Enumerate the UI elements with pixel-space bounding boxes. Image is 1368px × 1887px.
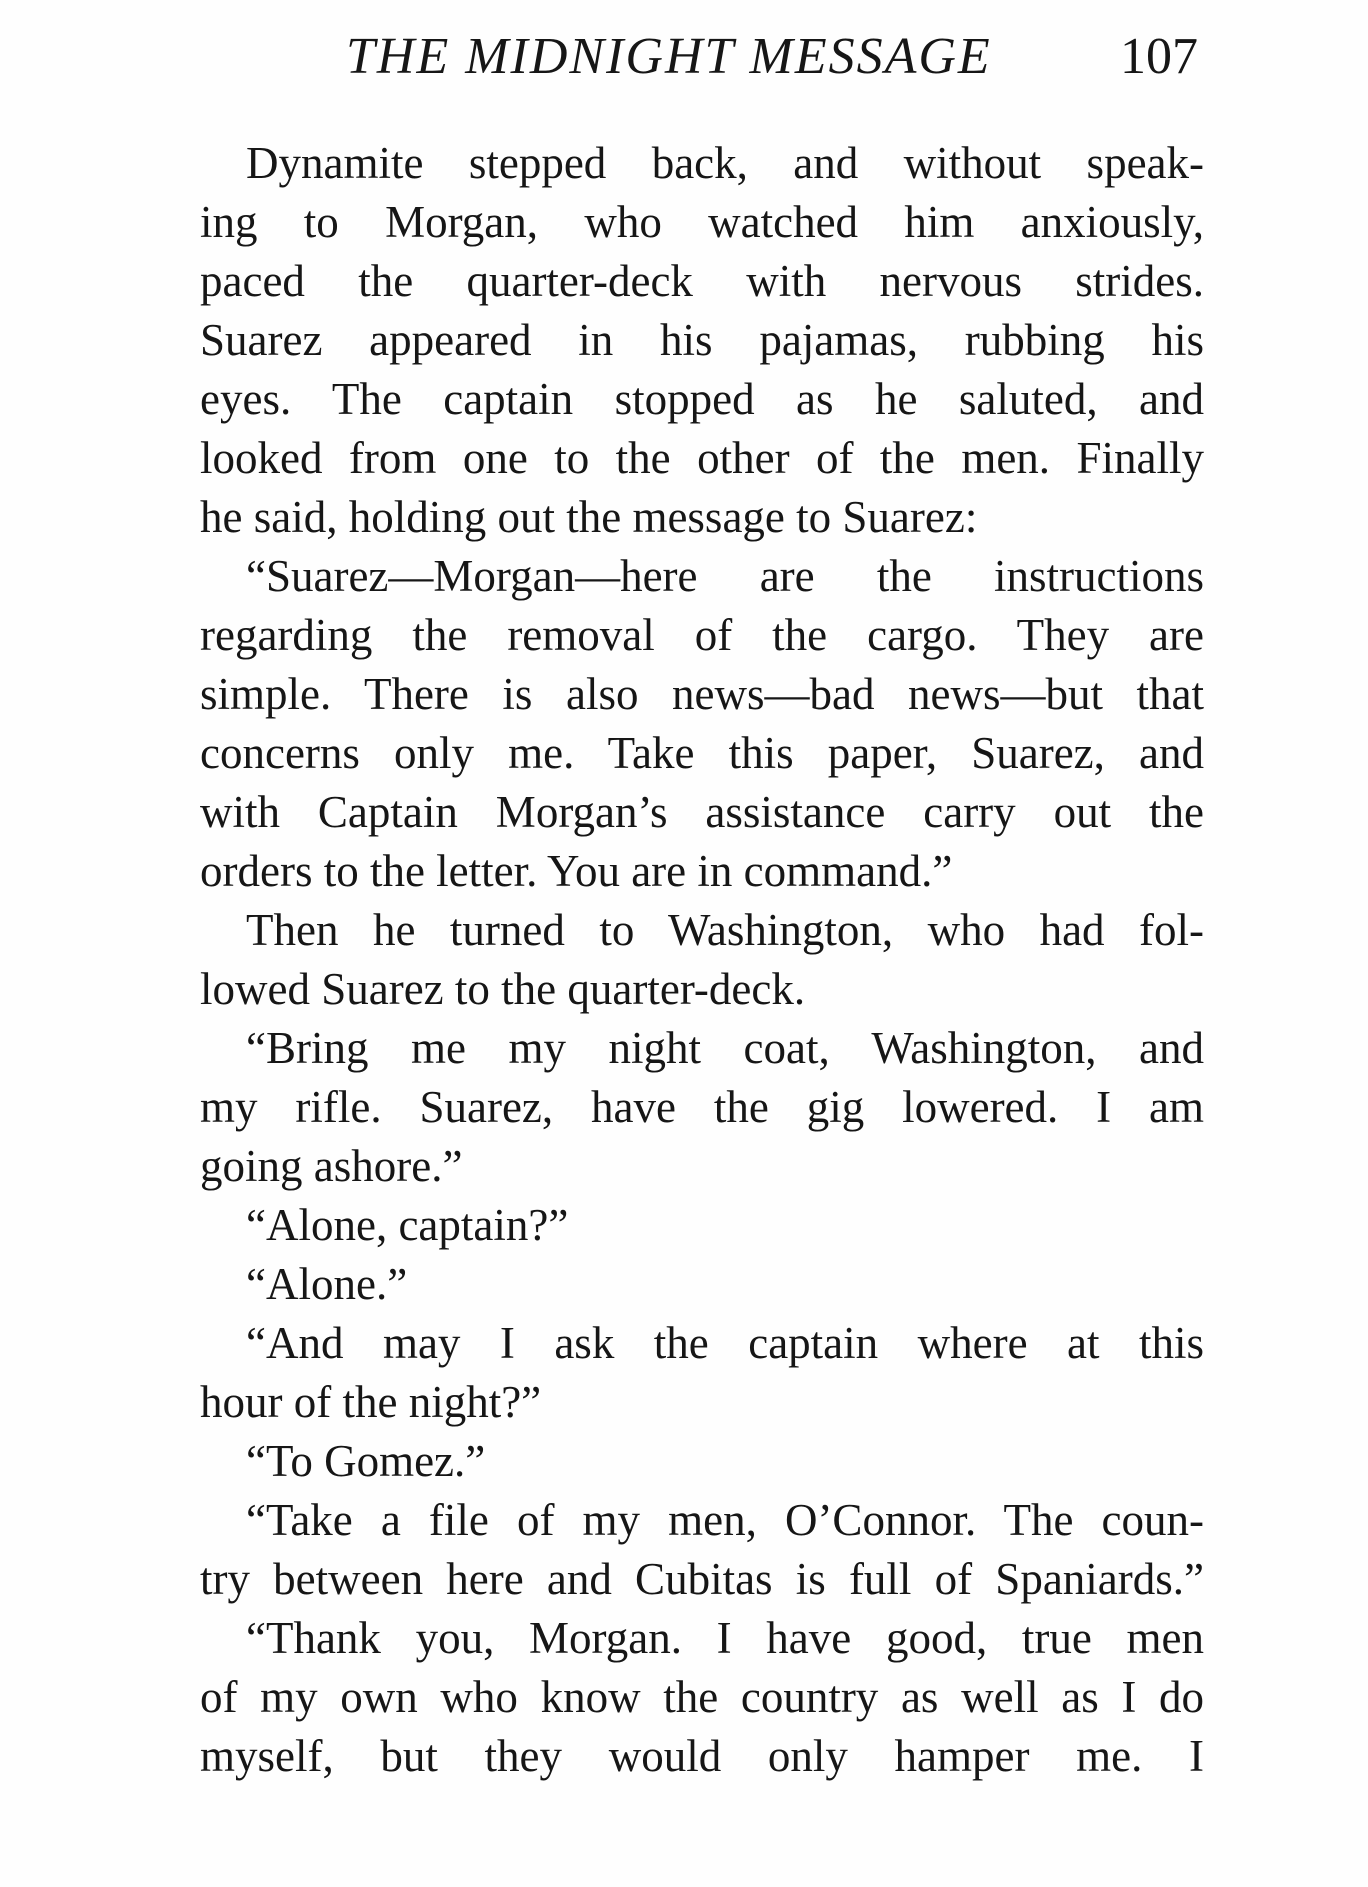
body-text [200, 134, 1204, 1786]
text-line: concerns only me. Take this paper, Suarez, and [200, 728, 1204, 778]
text-line: my rifle. Suarez, have the gig lowered. I am [200, 1082, 1204, 1132]
text-line: “And may I ask the captain where at this [246, 1318, 1204, 1368]
text-line: orders to the letter. You are in command.” [200, 846, 953, 896]
text-line: simple. There is also news—bad news—but that [200, 669, 1204, 719]
text-line: eyes. The captain stopped as he saluted, and [200, 374, 1204, 424]
text-line: going ashore.” [200, 1141, 463, 1191]
text-line: myself, but they would only hamper me. I [200, 1731, 1204, 1781]
text-line: looked from one to the other of the men. Finally [200, 433, 1204, 483]
text-line: “Suarez—Morgan—here are the instructions [246, 551, 1204, 601]
text-line: with Captain Morgan’s assistance carry out the [200, 787, 1204, 837]
text-line: lowed Suarez to the quarter-deck. [200, 964, 806, 1014]
text-line: “Take a file of my men, O’Connor. The coun- [246, 1495, 1204, 1545]
running-head [200, 22, 1204, 92]
text-line: “Bring me my night coat, Washington, and [246, 1023, 1204, 1073]
text-line: Suarez appeared in his pajamas, rubbing his [200, 315, 1204, 365]
text-line: “Alone.” [246, 1259, 408, 1309]
text-line: regarding the removal of the cargo. They are [200, 610, 1204, 660]
running-title: THE MIDNIGHT MESSAGE [346, 28, 992, 85]
text-line: he said, holding out the message to Suarez: [200, 492, 978, 542]
text-line: “Thank you, Morgan. I have good, true men [246, 1613, 1204, 1663]
text-line: “To Gomez.” [246, 1436, 486, 1486]
text-line: ing to Morgan, who watched him anxiously, [200, 197, 1204, 247]
text-line: hour of the night?” [200, 1377, 542, 1427]
text-line: Then he turned to Washington, who had fol- [246, 905, 1204, 955]
text-line: of my own who know the country as well as I do [200, 1672, 1204, 1722]
text-line: try between here and Cubitas is full of Spaniards.” [200, 1554, 1204, 1604]
text-line: Dynamite stepped back, and without speak- [246, 138, 1204, 188]
page-number: 107 [1120, 28, 1198, 85]
text-line: paced the quarter-deck with nervous strides. [200, 256, 1204, 306]
text-line: “Alone, captain?” [246, 1200, 569, 1250]
